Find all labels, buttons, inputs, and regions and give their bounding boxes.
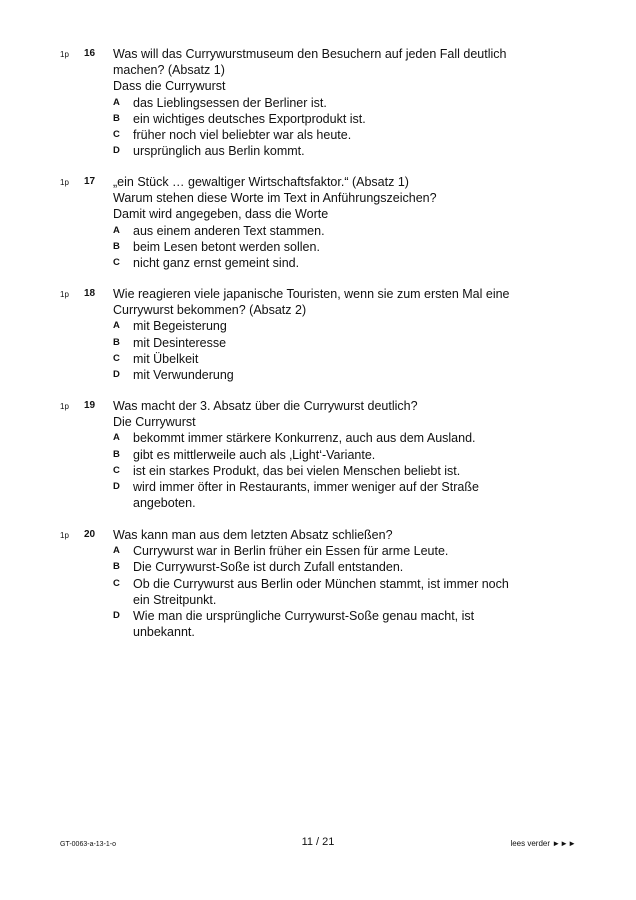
option-text: das Lieblingsessen der Berliner ist. xyxy=(133,95,327,110)
question-stem-line: Warum stehen diese Worte im Text in Anführungszeichen? xyxy=(113,191,437,206)
option-text: ist ein starkes Produkt, das bei vielen Menschen beliebt ist. xyxy=(133,463,461,478)
answer-option-c xyxy=(113,576,573,608)
option-letter: D xyxy=(113,610,120,622)
option-letter: C xyxy=(113,352,120,364)
question-stem-line: Was macht der 3. Absatz über die Currywurst deutlich? xyxy=(113,399,418,413)
answer-option-d xyxy=(113,479,573,511)
option-text: mit Desinteresse xyxy=(133,335,227,350)
option-text: mit Verwunderung xyxy=(133,368,234,383)
option-text: bekommt immer stärkere Konkurrenz, auch aus dem Ausland. xyxy=(133,431,476,446)
option-text-continued: ein Streitpunkt. xyxy=(133,592,217,607)
option-letter: D xyxy=(113,481,120,493)
answer-option-c xyxy=(113,255,573,271)
option-text: Die Currywurst-Soße ist durch Zufall entstanden. xyxy=(133,560,404,575)
option-letter: C xyxy=(113,129,120,141)
option-text: Wie man die ursprüngliche Currywurst-Soße genau macht, ist xyxy=(133,609,475,624)
option-text-continued: angeboten. xyxy=(133,496,196,511)
answer-option-b xyxy=(113,559,573,575)
answer-option-b xyxy=(113,447,573,463)
page-number: 11 / 21 xyxy=(301,836,335,848)
question-stem-line: Die Currywurst xyxy=(113,415,196,430)
option-letter: C xyxy=(113,577,120,589)
option-letter: C xyxy=(113,257,120,269)
option-text: mit Übelkeit xyxy=(133,351,199,366)
answer-option-b xyxy=(113,239,573,255)
option-text: ein wichtiges deutsches Exportprodukt ist. xyxy=(133,111,366,126)
answer-option-b xyxy=(113,335,573,351)
question-stem-line: Was will das Currywurstmuseum den Besuchern auf jeden Fall deutlich xyxy=(113,47,507,61)
option-text: aus einem anderen Text stammen. xyxy=(133,223,325,238)
option-letter: B xyxy=(113,448,120,460)
question-stem-line: Was kann man aus dem letzten Absatz schließen? xyxy=(113,528,393,542)
question-points: 1p xyxy=(60,402,69,411)
question-stem-line: „ein Stück … gewaltiger Wirtschaftsfaktor.“ (Absatz 1) xyxy=(113,175,409,189)
option-letter: A xyxy=(113,545,120,557)
option-text: Ob die Currywurst aus Berlin oder München stammt, ist immer noch xyxy=(133,576,509,591)
question-body xyxy=(113,527,573,640)
question-number: 20 xyxy=(84,529,96,540)
option-letter: B xyxy=(113,240,120,252)
answer-option-a xyxy=(113,430,573,446)
question-points: 1p xyxy=(60,290,69,299)
answer-option-d xyxy=(113,608,573,640)
question-body xyxy=(113,398,573,511)
question-stem-line: Wie reagieren viele japanische Touristen, wenn sie zum ersten Mal eine xyxy=(113,287,510,301)
option-text: gibt es mittlerweile auch als ‚Light‘-Variante. xyxy=(133,447,376,462)
answer-option-a xyxy=(113,318,573,334)
question-number: 19 xyxy=(84,400,96,411)
question-points: 1p xyxy=(60,531,69,540)
question-number: 18 xyxy=(84,288,96,299)
question-stem-line: machen? (Absatz 1) xyxy=(113,63,225,78)
option-text: nicht ganz ernst gemeint sind. xyxy=(133,256,300,271)
answer-option-d xyxy=(113,367,573,383)
option-text: wird immer öfter in Restaurants, immer weniger auf der Straße xyxy=(133,480,479,495)
answer-option-a xyxy=(113,95,573,111)
option-letter: B xyxy=(113,561,120,573)
answer-option-c xyxy=(113,463,573,479)
option-letter: A xyxy=(113,432,120,444)
answer-option-a xyxy=(113,543,573,559)
question-points: 1p xyxy=(60,178,69,187)
answer-option-c xyxy=(113,351,573,367)
option-text: ursprünglich aus Berlin kommt. xyxy=(133,144,305,159)
option-text: beim Lesen betont werden sollen. xyxy=(133,239,320,254)
option-text: mit Begeisterung xyxy=(133,319,227,334)
question-stem-line: Dass die Currywurst xyxy=(113,79,226,94)
question-stem-line: Damit wird angegeben, dass die Worte xyxy=(113,207,329,222)
question-number: 16 xyxy=(84,48,96,59)
option-letter: B xyxy=(113,112,120,124)
option-letter: D xyxy=(113,145,120,157)
answer-option-b xyxy=(113,111,573,127)
question-stem-line: Currywurst bekommen? (Absatz 2) xyxy=(113,303,307,318)
option-letter: A xyxy=(113,320,120,332)
option-letter: D xyxy=(113,369,120,381)
continue-note: lees verder ►►► xyxy=(510,839,576,848)
option-text-continued: unbekannt. xyxy=(133,625,195,640)
question-body xyxy=(113,286,573,383)
question-body xyxy=(113,174,573,271)
option-letter: C xyxy=(113,464,120,476)
answer-option-c xyxy=(113,127,573,143)
option-letter: A xyxy=(113,224,120,236)
exam-code: GT-0063-a-13-1-o xyxy=(60,841,117,848)
answer-option-d xyxy=(113,143,573,159)
question-number: 17 xyxy=(84,176,96,187)
option-text: früher noch viel beliebter war als heute. xyxy=(133,128,352,143)
option-letter: A xyxy=(113,96,120,108)
question-points: 1p xyxy=(60,50,69,59)
answer-option-a xyxy=(113,223,573,239)
option-text: Currywurst war in Berlin früher ein Essen für arme Leute. xyxy=(133,544,449,559)
option-letter: B xyxy=(113,336,120,348)
question-body xyxy=(113,46,573,159)
